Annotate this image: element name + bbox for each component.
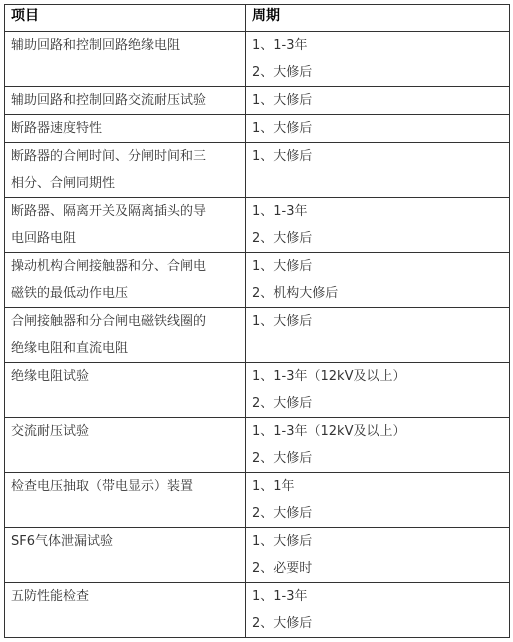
item-cell — [5, 253, 246, 308]
cycle-text: 1、1-3年（12kV及以上） — [252, 424, 406, 439]
item-cell — [5, 528, 246, 583]
cycle-cell — [246, 418, 510, 473]
cycle-text: 1、大修后 — [252, 93, 313, 108]
table-row — [5, 143, 510, 198]
table-row — [5, 253, 510, 308]
cycle-text: 1、大修后 — [252, 149, 313, 164]
item-text: 操动机构合闸接触器和分、合闸电 — [11, 259, 207, 274]
cycle-text: 1、大修后 — [252, 121, 313, 136]
item-text: 磁铁的最低动作电压 — [11, 286, 129, 301]
table-header-row — [5, 5, 510, 32]
cycle-text: 1、大修后 — [252, 534, 313, 549]
cycle-cell — [246, 143, 510, 198]
item-text: 辅助回路和控制回路绝缘电阻 — [11, 38, 181, 53]
table-row — [5, 87, 510, 115]
table-row — [5, 473, 510, 528]
cycle-cell — [246, 583, 510, 638]
item-text: 相分、合闸同期性 — [11, 176, 116, 191]
cycle-text: 2、机构大修后 — [252, 286, 339, 301]
item-text: 合闸接触器和分合闸电磁铁线圈的 — [11, 314, 207, 329]
table-row — [5, 32, 510, 87]
cycle-text: 2、大修后 — [252, 396, 313, 411]
item-text: 电回路电阻 — [11, 231, 77, 246]
item-cell — [5, 583, 246, 638]
maintenance-cycle-table — [4, 4, 510, 638]
cycle-text: 1、大修后 — [252, 259, 313, 274]
cycle-cell — [246, 32, 510, 87]
cycle-text: 1、1-3年（12kV及以上） — [252, 369, 406, 384]
header-cycle: 周期 — [246, 5, 510, 32]
cycle-text: 2、大修后 — [252, 231, 313, 246]
item-text: 绝缘电阻试验 — [11, 369, 90, 384]
cycle-text: 2、大修后 — [252, 65, 313, 80]
item-cell — [5, 308, 246, 363]
item-cell — [5, 143, 246, 198]
cycle-cell — [246, 363, 510, 418]
cycle-text: 1、大修后 — [252, 314, 313, 329]
item-text: 断路器、隔离开关及隔离插头的导 — [11, 204, 207, 219]
cycle-text: 1、1-3年 — [252, 204, 308, 219]
table-row — [5, 115, 510, 143]
table-row — [5, 363, 510, 418]
item-cell — [5, 115, 246, 143]
cycle-text: 2、大修后 — [252, 451, 313, 466]
cycle-text: 1、1年 — [252, 479, 295, 494]
item-cell — [5, 198, 246, 253]
item-cell — [5, 32, 246, 87]
cycle-text: 2、大修后 — [252, 616, 313, 631]
header-item: 项目 — [5, 5, 246, 32]
cycle-text: 2、必要时 — [252, 561, 313, 576]
cycle-cell — [246, 198, 510, 253]
item-text: SF6气体泄漏试验 — [11, 534, 114, 549]
item-cell — [5, 473, 246, 528]
cycle-cell — [246, 308, 510, 363]
item-cell — [5, 363, 246, 418]
cycle-cell — [246, 473, 510, 528]
cycle-cell — [246, 528, 510, 583]
cycle-text: 1、1-3年 — [252, 589, 308, 604]
item-text: 断路器速度特性 — [11, 121, 103, 136]
item-cell — [5, 418, 246, 473]
table-row — [5, 308, 510, 363]
cycle-cell — [246, 253, 510, 308]
table-row — [5, 198, 510, 253]
table-row — [5, 528, 510, 583]
cycle-text: 2、大修后 — [252, 506, 313, 521]
item-cell — [5, 87, 246, 115]
item-text: 检查电压抽取（带电显示）装置 — [11, 479, 194, 494]
cycle-cell — [246, 87, 510, 115]
item-text: 交流耐压试验 — [11, 424, 90, 439]
item-text: 断路器的合闸时间、分闸时间和三 — [11, 149, 207, 164]
item-text: 辅助回路和控制回路交流耐压试验 — [11, 93, 207, 108]
table-row — [5, 583, 510, 638]
item-text: 五防性能检查 — [11, 589, 90, 604]
cycle-cell — [246, 115, 510, 143]
item-text: 绝缘电阻和直流电阻 — [11, 341, 129, 356]
cycle-text: 1、1-3年 — [252, 38, 308, 53]
table-row — [5, 418, 510, 473]
